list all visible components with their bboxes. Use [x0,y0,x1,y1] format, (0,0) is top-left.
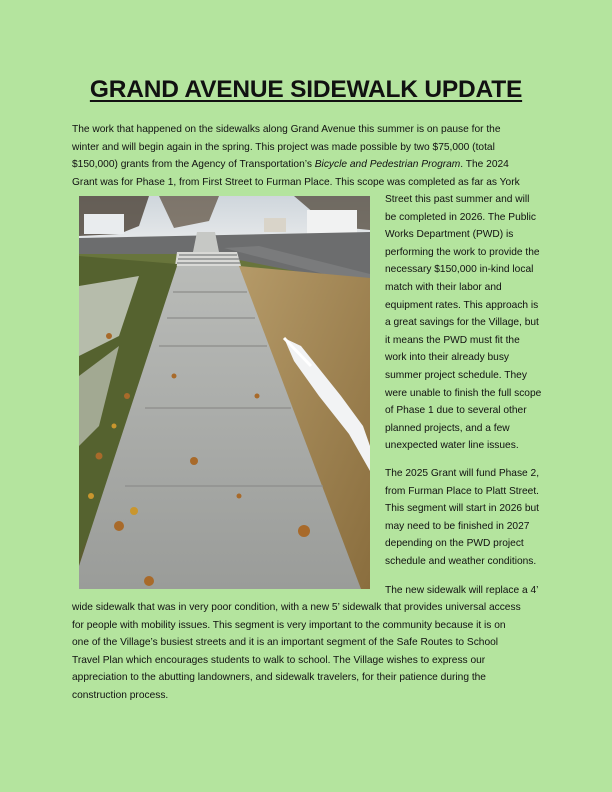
text-line: appreciation to the abutting landowners, and sidewalk travelers, for their patience during the [72,672,486,684]
intro-paragraph [72,121,552,191]
text-line: match with their labor and [385,281,502,293]
text-line [72,156,552,174]
text-line: construction process. [72,689,169,701]
text-line: a great savings for the Village, but [385,317,539,329]
side-paragraph-1 [385,191,557,455]
text-line: schedule and weather conditions. [385,555,537,567]
text-line: from Furman Place to Platt Street. [385,485,540,497]
sidewalk-photo [79,196,370,589]
text-line: for people with mobility issues. This segment is very important to the community because it is on [72,619,506,631]
side-paragraph-3 [385,582,557,600]
text-line: performing the work to provide the [385,246,540,258]
text-line: work into their already busy [385,352,510,364]
text-line: The work that happened on the sidewalks along Grand Avenue this summer is on pause for the [72,124,501,135]
text-fragment: $150,000) grants from the Agency of Transportation’s [72,159,315,171]
text-line: depending on the PWD project [385,538,524,550]
text-line: This segment will start in 2026 but [385,503,540,515]
page-title: GRAND AVENUE SIDEWALK UPDATE [89,76,523,103]
text-line: it means the PWD must fit the [385,334,520,346]
text-line: equipment rates. This approach is [385,299,539,311]
side-paragraph-2 [385,465,557,571]
text-line: necessary $150,000 in-kind local [385,264,534,276]
program-name: Bicycle and Pedestrian Program [314,159,461,171]
text-line: unexpected water line issues. [385,440,519,452]
text-line: The 2025 Grant will fund Phase 2, [385,468,540,479]
text-line: planned projects, and a few [385,422,510,434]
text-line: winter and will begin again in the spring. This project was made possible by two $75,000 (total [72,141,495,153]
text-line: Travel Plan which encourages students to walk to school. The Village wishes to express our [72,654,486,666]
text-line: were unable to finish the full scope [385,387,542,399]
text-line: summer project schedule. They [385,369,527,381]
text-line: wide sidewalk that was in very poor condition, with a new 5’ sidewalk that provides universal access [72,602,521,613]
text-line: may need to be finished in 2027 [385,520,530,532]
text-fragment: . The 2024 [460,159,509,171]
text-line: Grant was for Phase 1, from First Street to Furman Place. This scope was completed as far as York [72,176,520,188]
text-line: one of the Village’s busiest streets and it is an important segment of the Safe Routes to School [72,637,499,649]
text-line: of Phase 1 due to several other [385,405,527,417]
closing-paragraph [72,599,557,705]
text-line: be completed in 2026. The Public [385,211,537,223]
text-line: Works Department (PWD) is [385,229,514,241]
text-line: The new sidewalk will replace a 4’ [385,585,539,596]
text-line: Street this past summer and will [385,194,530,205]
